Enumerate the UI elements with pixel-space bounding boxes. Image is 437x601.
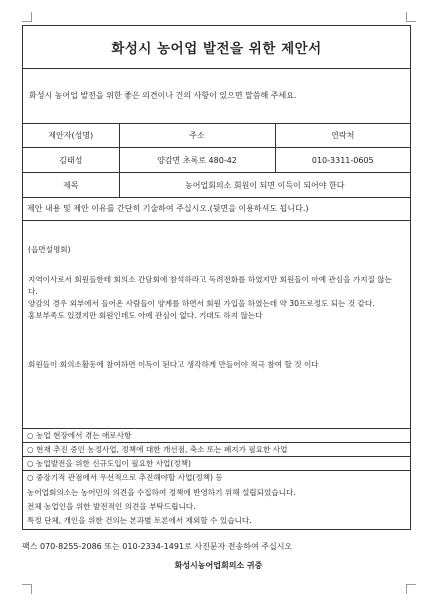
topic-list — [23, 429, 410, 528]
list-item: ○ 농업발전을 위한 신규도입이 필요한 사업(정책) — [23, 457, 410, 471]
subject-row — [23, 173, 410, 198]
header-name: 제안자(성명) — [23, 123, 119, 148]
crop-mark-top-right — [406, 12, 416, 22]
closing-line: 전체 농업인을 위한 발전적인 의견을 부탁드립니다. — [27, 502, 196, 511]
list-item: ○ 농업 현장에서 겪는 애로사항 — [23, 429, 410, 443]
subject-label: 제목 — [23, 173, 119, 198]
header-contact: 연락처 — [275, 123, 410, 148]
list-item: ○ 중장기적 관점에서 우선적으로 추진해야할 사업(정책) 등 — [27, 473, 223, 482]
cell-address: 양감면 초록로 480-42 — [119, 148, 275, 173]
crop-mark-top-left — [22, 12, 32, 22]
proposer-table — [23, 123, 410, 198]
table-header-row — [23, 123, 410, 148]
crop-mark-bottom-left — [22, 584, 32, 594]
instruction-note: 제안 내용 및 제안 이유를 간단히 기술하여 주십시오.(뒷면을 이용하셔도 됩니다.) — [23, 197, 410, 221]
body-paragraph: 양감의 경우 외부에서 들어온 사람들이 양계를 하면서 회원 가입을 하였는데 약 30프로정도 되는 것 같다. — [28, 299, 375, 308]
form-title: 화성시 농어업 발전을 위한 제안서 — [23, 26, 410, 69]
recipient-org: 화성시농어업회의소 귀중 — [174, 561, 263, 570]
cell-name: 김태성 — [23, 148, 119, 173]
list-item: ○ 현재 추진 중인 농정사업, 정책에 대한 개선점, 축소 또는 폐지가 필요한 사업 — [23, 443, 410, 457]
proposal-form — [22, 25, 411, 530]
body-paragraph: 지역이사로서 회원들한테 회의소 간담회에 참석하라고 독려전화를 하였지만 회원들이 아예 관심을 가지질 않는다. — [28, 275, 392, 296]
crop-mark-bottom-right — [406, 584, 416, 594]
body-paragraph: 회원들이 회의소활동에 참여하면 이득이 된다고 생각하게 만들어야 적극 참여 할 것 이다 — [28, 360, 319, 369]
subject-value: 농어업회의소 회원이 되면 이득이 되어야 한다 — [119, 173, 410, 198]
body-paragraph: 홍보부족도 있겠지만 회원인데도 아예 관심이 없다. 기대도 하지 않는다 — [28, 311, 263, 320]
table-row — [23, 148, 410, 173]
header-address: 주소 — [119, 123, 275, 148]
fax-instruction: 팩스 070-8255-2086 또는 010-2334-1491로 사진문자 전송하여 주십시오 — [22, 542, 293, 551]
closing-line: 농어업회의소는 농어민의 의견을 수집하여 정책에 반영하기 위해 설립되었습니다. — [27, 488, 296, 497]
body-paragraph-group — [28, 274, 400, 322]
form-intro: 화성시 농어업 발전을 위한 좋은 의견이나 건의 사항이 있으면 말씀해 주세요. — [23, 68, 410, 124]
closing-text — [23, 484, 410, 528]
body-heading: (읍면설명회) — [28, 245, 71, 254]
cell-contact: 010-3311-0605 — [275, 148, 410, 173]
proposal-body — [23, 220, 410, 429]
closing-line: 특정 단체, 개인을 위한 건의는 본과별 토론에서 제외할 수 있습니다. — [27, 516, 252, 525]
